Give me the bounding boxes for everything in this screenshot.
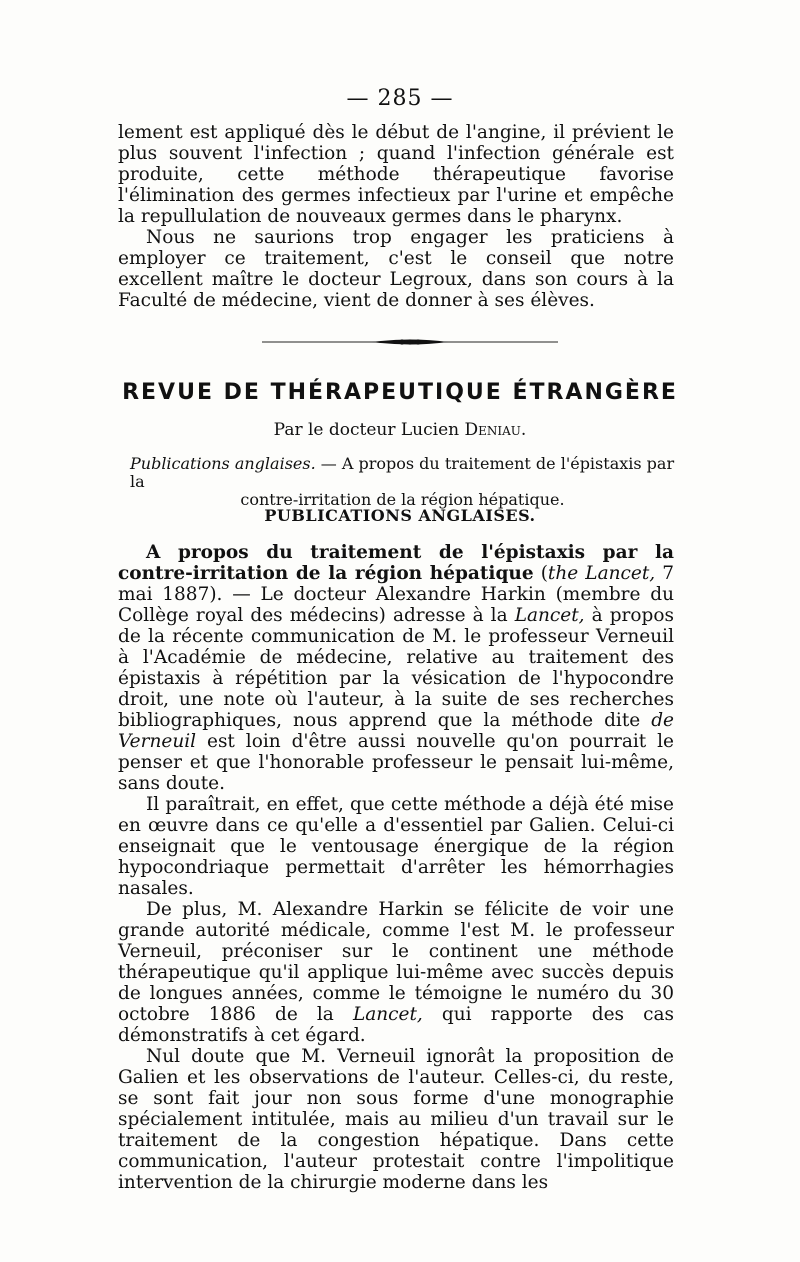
ornamental-divider [262, 338, 558, 346]
byline-prefix: Par le docteur Lucien [273, 420, 465, 440]
para3-text-b: qui rapporte des cas démonstratifs à cet égard. [118, 1004, 674, 1046]
para1-method-name: de Verneuil [118, 710, 674, 752]
para1-journal: Lancet, [514, 605, 585, 626]
byline [0, 420, 800, 440]
intro-text [118, 122, 674, 311]
article-body [118, 542, 674, 1193]
heading-journal: the Lancet, [547, 563, 656, 584]
para1-text-a: Le docteur Alexandre Harkin (membre du Collège royal des médecins) adresse à la [118, 584, 675, 626]
publications-continuation: contre-irritation de la région hépatique. [240, 490, 565, 509]
para1-text-b: à propos de la récente communication de M. le professeur Verneuil à l'Académie de médecine, relative au traitement des épistaxis à répétition par la vésication de l'hypocondre droit, une note où l'auteur, à la suite de ses recherches bibliographiques, nous apprend que la méthode dite [118, 605, 674, 731]
article-heading: A propos du traitement de l'épistaxis par la contre-irritation de la région hépatique [118, 542, 674, 584]
heading-date: 7 mai 1887). — [118, 563, 674, 605]
para3-journal: Lancet, [352, 1004, 423, 1025]
para1-text-c: est loin d'être aussi nouvelle qu'on pourrait le penser et que l'honorable professeur le pensait lui-même, sans doute. [118, 731, 674, 794]
publications-summary [130, 455, 675, 509]
publications-label: Publications anglaises. [130, 454, 316, 473]
para3-text-a: De plus, M. Alexandre Harkin se félicite de voir une grande autorité médicale, comme l'est M. le professeur Verneuil, préconiser sur le continent une méthode thérapeutique qu'il applique lui-même avec succès depuis de longues années, comme le témoigne le numéro du 30 octobre 1886 de la [118, 899, 674, 1025]
article-paragraph-4: Nul doute que M. Verneuil ignorât la proposition de Galien et les observations de l'auteur. Celles-ci, du reste, se sont fait jour non sous forme d'une monographie spécialement intitulée, mais au milieu d'un travail sur le traitement de la congestion hépatique. Dans cette communication, l'auteur protestait contre l'impolitique intervention de la chirurgie moderne dans les [118, 1046, 674, 1193]
intro-paragraph-1: lement est appliqué dès le début de l'angine, il prévient le plus souvent l'infection ; quand l'infection générale est produite, cette méthode thérapeutique favorise l'élimination des germes infectieux par l'urine et empêche la repullulation de nouveaux germes dans le pharynx. [118, 122, 674, 227]
author-name: Deniau. [464, 420, 527, 440]
article-paragraph-3 [118, 899, 674, 1046]
heading-open-paren: ( [533, 563, 548, 584]
article-paragraph-2: Il paraîtrait, en effet, que cette méthode a déjà été mise en œuvre dans ce qu'elle a d'essentiel par Galien. Celui-ci enseignait que le ventousage énergique de la région hypocondriaque permettait d'arrêter les hémorrhagies nasales. [118, 794, 674, 899]
subsection-heading: PUBLICATIONS ANGLAISES. [264, 506, 536, 525]
publications-text: — A propos du traitement de l'épistaxis par la [130, 454, 675, 491]
page-number: — 285 — [346, 86, 454, 111]
article-paragraph-1 [118, 542, 674, 794]
section-title: REVUE DE THÉRAPEUTIQUE ÉTRANGÈRE [122, 380, 678, 405]
intro-paragraph-2: Nous ne saurions trop engager les praticiens à employer ce traitement, c'est le conseil que notre excellent maître le docteur Legroux, dans son cours à la Faculté de médecine, vient de donner à ses élèves. [118, 227, 674, 311]
